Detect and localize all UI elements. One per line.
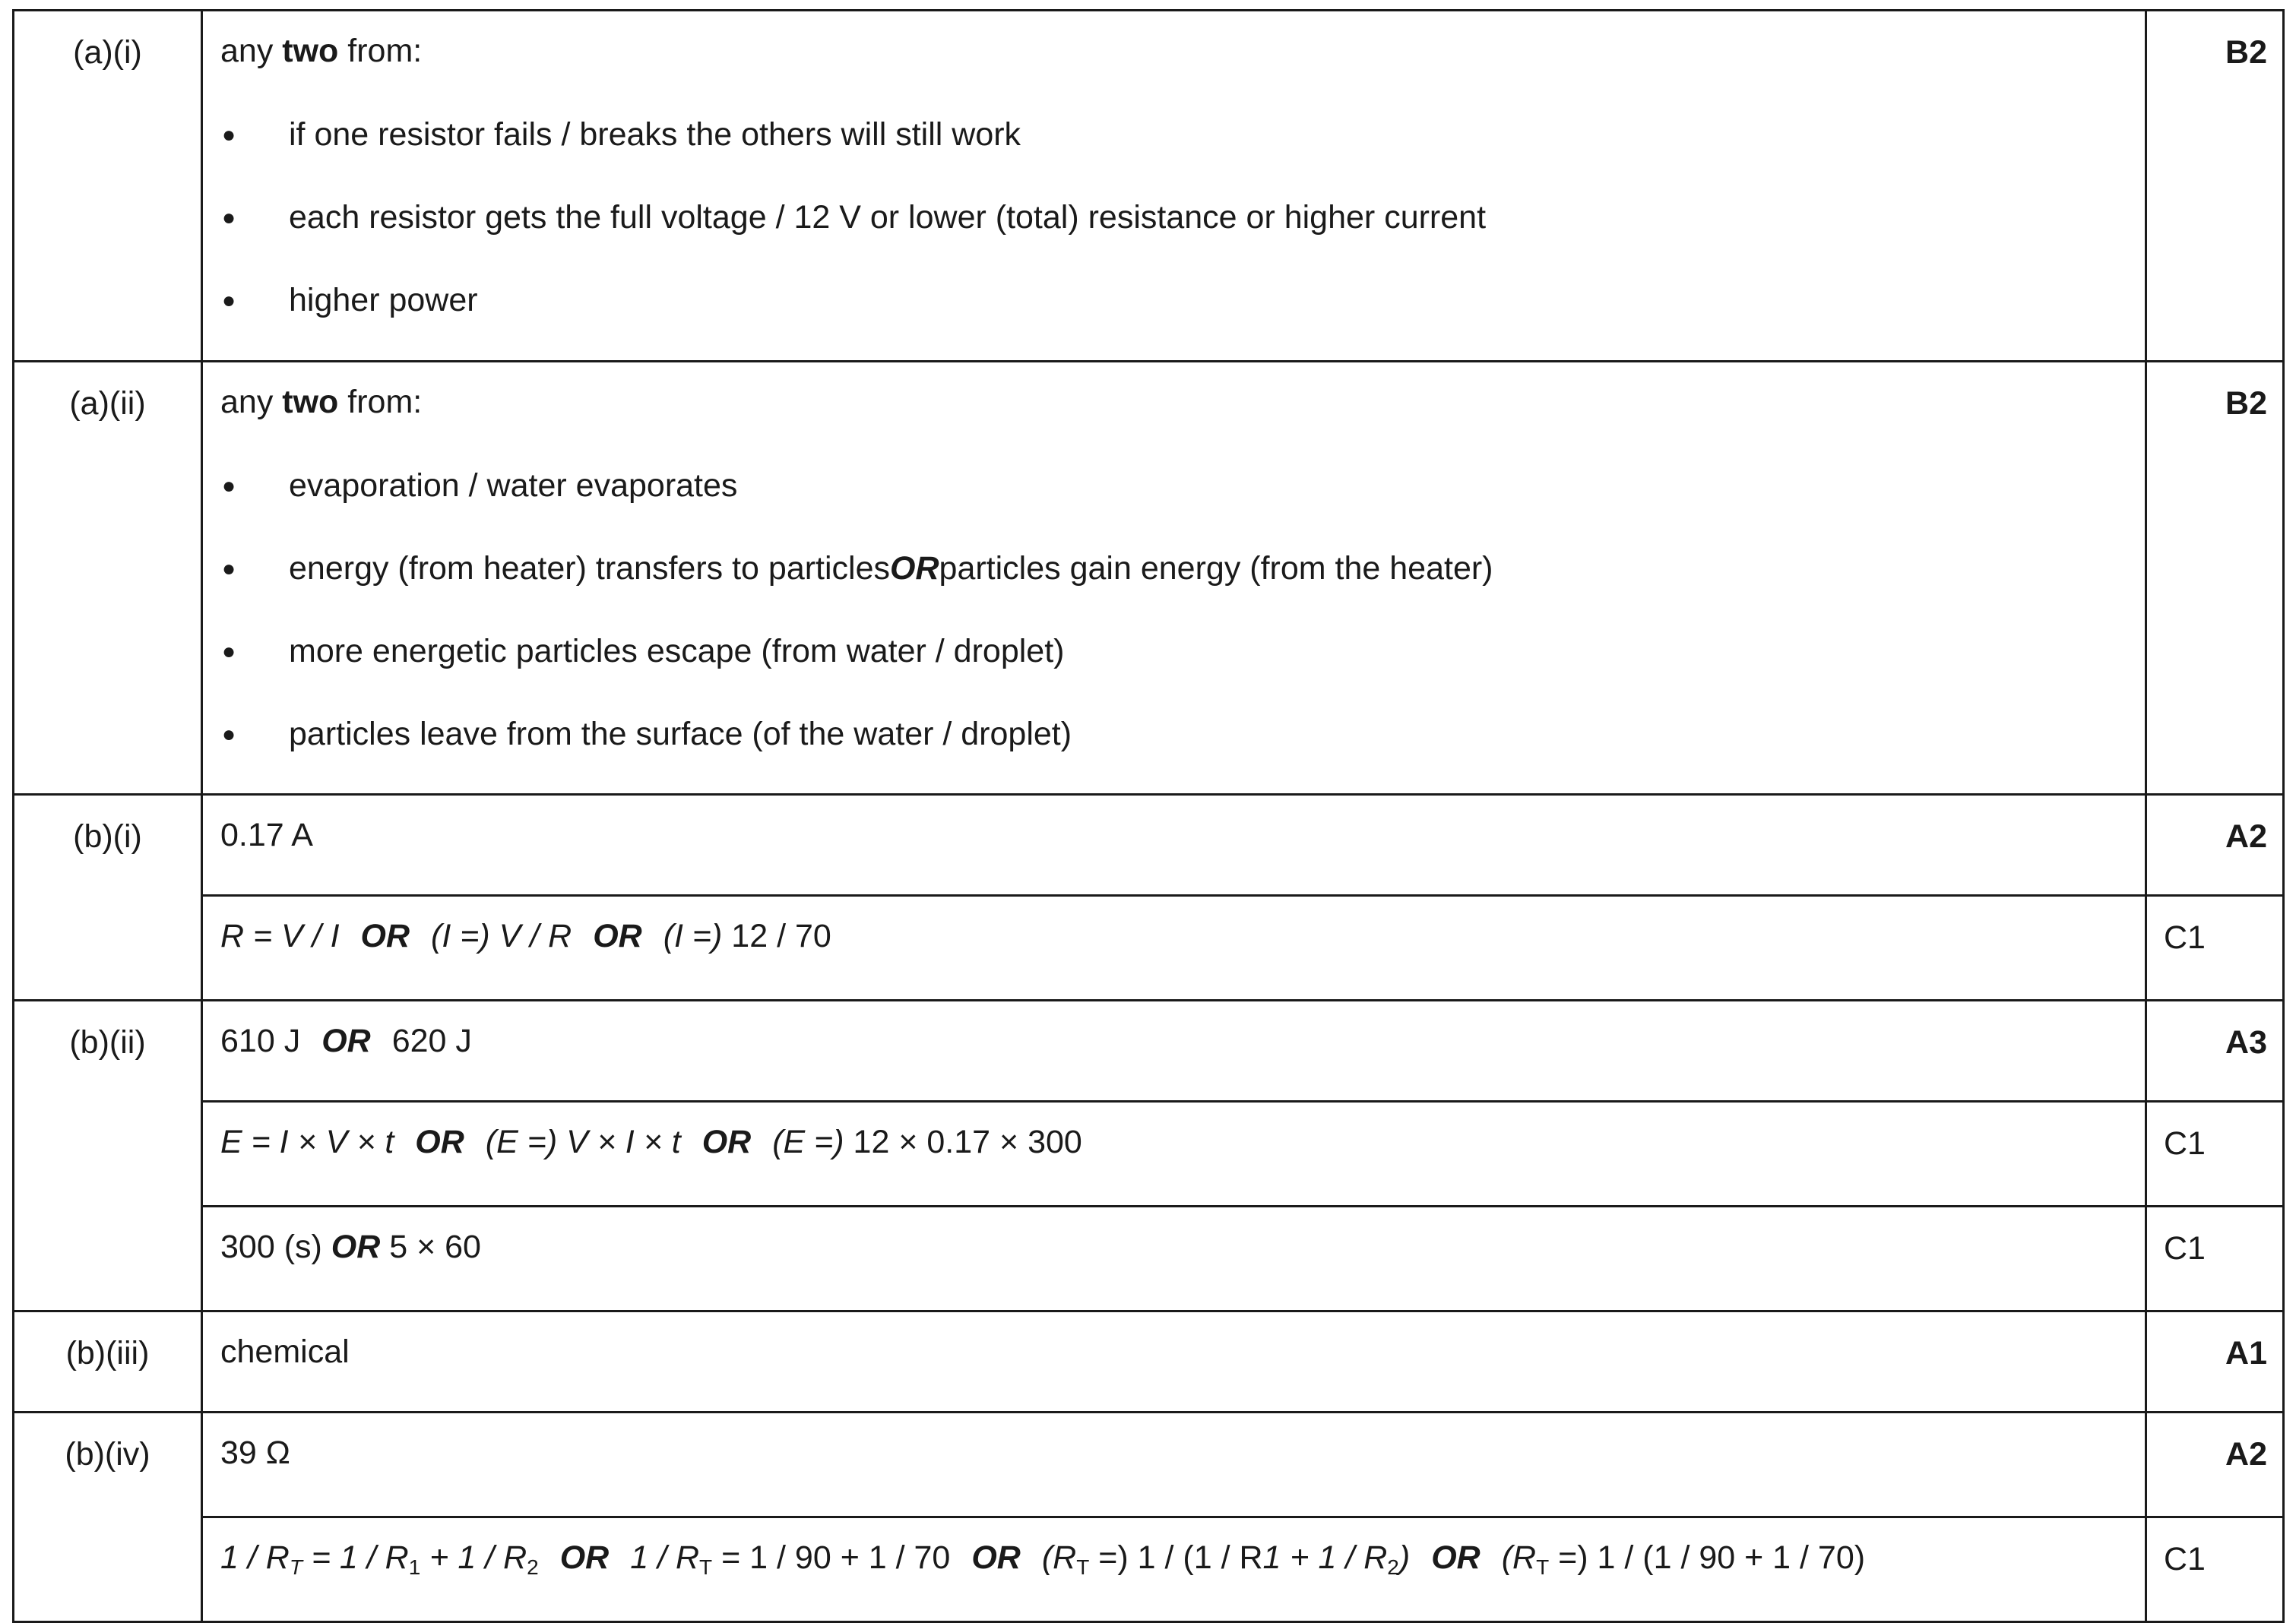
- answer-text: 39 Ω: [220, 1435, 290, 1471]
- bullet-icon: ●: [222, 638, 236, 664]
- mark-cell: B2: [2146, 362, 2284, 795]
- list-item: ● evaporation / water evaporates: [222, 467, 738, 505]
- row-b-ii-working-2: [14, 1207, 2284, 1311]
- row-b-ii-working-1: [14, 1102, 2284, 1207]
- row-b-iv-working: [14, 1517, 2284, 1622]
- answer-cell: [202, 362, 2146, 795]
- bullet-icon: ●: [222, 287, 236, 313]
- working-cell: [202, 1517, 2146, 1622]
- answer-cell: [202, 795, 2146, 896]
- working-cell: [202, 1102, 2146, 1207]
- bullet-icon: ●: [222, 473, 236, 498]
- working-text: E = I × V × t OR (E =) V × I × t OR (E =) 12 × 0.17 × 300: [220, 1124, 1082, 1160]
- answer-lead: any two from:: [220, 33, 423, 69]
- row-b-iii: [14, 1311, 2284, 1413]
- question-label: (a)(i): [14, 11, 202, 362]
- mark-cell: C1: [2146, 1517, 2284, 1622]
- row-a-i: [14, 11, 2284, 362]
- question-label: (a)(ii): [14, 362, 202, 795]
- list-item: ● each resistor gets the full voltage / 12 V or lower (total) resistance or higher current: [222, 199, 1487, 236]
- list-item: ● energy (from heater) transfers to particles OR particles gain energy (from the heater): [222, 550, 1493, 587]
- mark-cell: C1: [2146, 1207, 2284, 1311]
- bullet-icon: ●: [222, 721, 236, 747]
- row-b-iv: [14, 1413, 2284, 1517]
- mark-cell: A2: [2146, 795, 2284, 896]
- mark-cell: A3: [2146, 1001, 2284, 1102]
- mark-scheme-table: [12, 9, 2285, 1623]
- working-cell: [202, 896, 2146, 1001]
- answer-cell: [202, 1311, 2146, 1413]
- row-a-ii: [14, 362, 2284, 795]
- question-label: (b)(i): [14, 795, 202, 1001]
- working-text: $1 / R_T = 1 / R_1 + 1 / R_2$ OR $1 / R_T = 1 / 90 + 1 / 70$ OR ($R_T$ =) $1 / (1 / R1 + 1 / R_2)$ OR ($R_T$ =) 1 / (1 / 90 + 1 / 70): [220, 1539, 1866, 1579]
- answer-text: chemical: [220, 1334, 350, 1370]
- answer-text: 610 J OR 620 J: [220, 1023, 472, 1059]
- row-b-ii: [14, 1001, 2284, 1102]
- bullet-icon: ●: [222, 204, 236, 230]
- row-b-i: [14, 795, 2284, 896]
- answer-cell: [202, 1001, 2146, 1102]
- question-label: (b)(iv): [14, 1413, 202, 1622]
- mark-cell: A2: [2146, 1413, 2284, 1517]
- mark-cell: A1: [2146, 1311, 2284, 1413]
- mark-cell: B2: [2146, 11, 2284, 362]
- mark-cell: C1: [2146, 896, 2284, 1001]
- question-label: (b)(iii): [14, 1311, 202, 1413]
- row-b-i-working: [14, 896, 2284, 1001]
- answer-text: 0.17 A: [220, 817, 313, 853]
- list-item: ● higher power: [222, 282, 478, 319]
- mark-cell: C1: [2146, 1102, 2284, 1207]
- bullet-icon: ●: [222, 122, 236, 147]
- answer-cell: [202, 11, 2146, 362]
- answer-lead: any two from:: [220, 384, 423, 420]
- bullet-icon: ●: [222, 555, 236, 581]
- working-text: 300 (s) OR 5 × 60: [220, 1229, 481, 1265]
- working-cell: [202, 1207, 2146, 1311]
- answer-cell: [202, 1413, 2146, 1517]
- list-item: ● particles leave from the surface (of the water / droplet): [222, 716, 1072, 753]
- working-text: R = V / I OR (I =) V / R OR (I =) 12 / 70: [220, 918, 831, 954]
- question-label: (b)(ii): [14, 1001, 202, 1311]
- list-item: ● more energetic particles escape (from water / droplet): [222, 633, 1065, 670]
- list-item: ● if one resistor fails / breaks the others will still work: [222, 116, 1021, 153]
